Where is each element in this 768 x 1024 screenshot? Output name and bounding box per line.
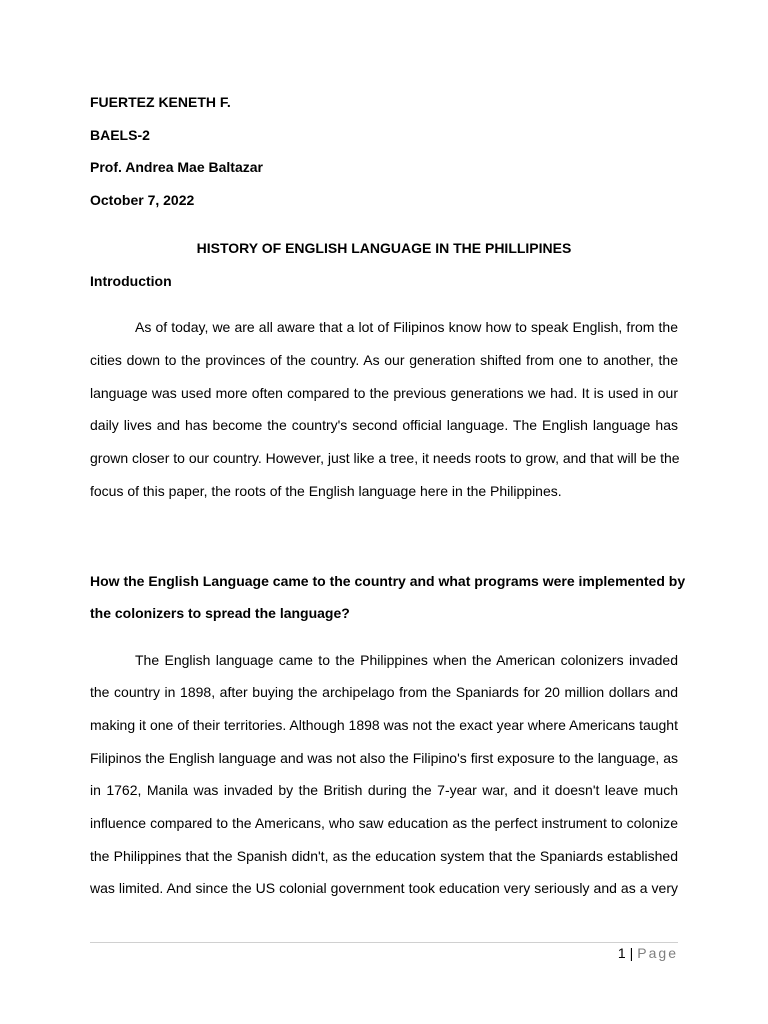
paragraph-line: As of today, we are all aware that a lot of Filipinos know how to speak English, from the	[135, 319, 678, 335]
paragraph-line: language was used more often compared to the previous generations we had. It is used in our	[90, 385, 678, 401]
section-heading-line: the colonizers to spread the language?	[90, 605, 350, 621]
paragraph-line: the Philippines that the Spanish didn't, as the education system that the Spaniards established	[90, 848, 678, 864]
document-title: HISTORY OF ENGLISH LANGUAGE IN THE PHILLIPINES	[196, 240, 572, 256]
page-number: 1	[617, 945, 626, 961]
document-date: October 7, 2022	[90, 192, 195, 208]
paragraph-line: in 1762, Manila was invaded by the British during the 7-year war, and it doesn't leave much	[90, 782, 678, 798]
paragraph-line: focus of this paper, the roots of the English language here in the Philippines.	[90, 483, 562, 499]
paragraph-line: influence compared to the Americans, who saw education as the perfect instrument to colonize	[90, 815, 678, 831]
paragraph-line: grown closer to our country. However, just like a tree, it needs roots to grow, and that will be the	[90, 450, 680, 466]
introduction-heading: Introduction	[90, 273, 172, 289]
paragraph-line: the country in 1898, after buying the archipelago from the Spaniards for 20 million dollars and	[90, 684, 678, 700]
paragraph-line: was limited. And since the US colonial government took education very seriously and as a very	[90, 880, 678, 896]
footer-divider	[90, 942, 678, 943]
footer-separator: |	[629, 945, 634, 961]
author-name: FUERTEZ KENETH F.	[90, 94, 231, 110]
course-section: BAELS-2	[90, 127, 150, 143]
section-heading-line: How the English Language came to the country and what programs were implemented by	[90, 573, 686, 589]
paragraph-line: daily lives and has become the country's second official language. The English language has	[90, 417, 678, 433]
professor-name: Prof. Andrea Mae Baltazar	[90, 159, 263, 175]
paragraph-line: cities down to the provinces of the country. As our generation shifted from one to another, the	[90, 352, 678, 368]
paragraph-line: making it one of their territories. Although 1898 was not the exact year where Americans taught	[90, 717, 678, 733]
page-footer	[618, 944, 678, 962]
paragraph-line: The English language came to the Philippines when the American colonizers invaded	[135, 652, 678, 668]
paragraph-line: Filipinos the English language and was not also the Filipino's first exposure to the language, as	[90, 750, 678, 766]
page-label: Page	[637, 945, 678, 961]
